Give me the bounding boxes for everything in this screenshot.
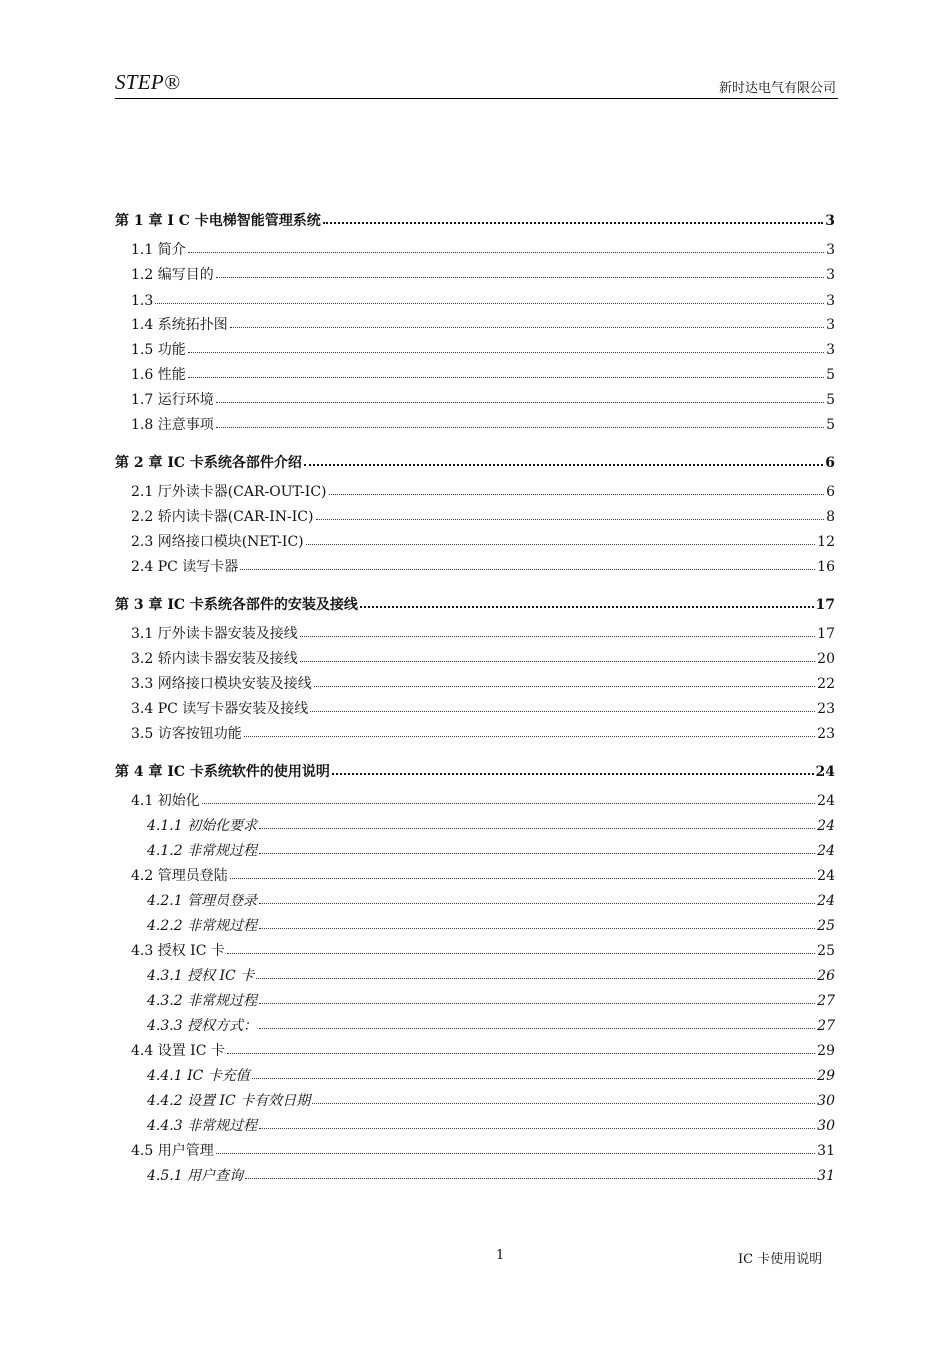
dot-leader [259, 853, 815, 854]
toc-subsection-entry[interactable] [115, 816, 835, 841]
dot-leader [312, 1103, 815, 1104]
toc-subsection-entry[interactable] [115, 891, 835, 916]
toc-section-entry[interactable] [115, 699, 835, 724]
dot-leader [329, 494, 825, 495]
dot-leader [259, 928, 815, 929]
toc-entry-title: 4.2.1 管理员登录 [147, 893, 258, 909]
toc-entry-title: 4.4 设置 IC 卡 [131, 1043, 225, 1059]
toc-section-entry[interactable] [115, 1141, 835, 1166]
toc-section-entry[interactable] [115, 482, 835, 507]
document-title: IC 卡使用说明 [738, 1252, 823, 1267]
toc-entry-title: 1.2 编写目的 [131, 267, 214, 283]
dot-leader [259, 1128, 815, 1129]
dot-leader [216, 402, 824, 403]
toc-entry-title: 2.2 轿内读卡器(CAR-IN-IC) [131, 509, 314, 525]
dot-leader [240, 569, 815, 570]
dot-leader [202, 803, 815, 804]
toc-section-entry[interactable] [115, 390, 835, 415]
toc-entry-title: 2.4 PC 读写卡器 [131, 559, 239, 575]
dot-leader [227, 1053, 815, 1054]
toc-section-entry[interactable] [115, 791, 835, 816]
toc-subsection-entry[interactable] [115, 1166, 835, 1191]
toc-entry-page-number: 3 [826, 242, 835, 258]
dot-leader [155, 303, 824, 304]
toc-section-entry[interactable] [115, 507, 835, 532]
toc-entry-title: 4.4.3 非常规过程 [147, 1118, 258, 1134]
toc-entry-title: 3.1 厅外读卡器安装及接线 [131, 626, 298, 642]
toc-entry-page-number: 30 [817, 1118, 835, 1134]
dot-leader [216, 1153, 815, 1154]
toc-chapter-entry[interactable] [115, 588, 835, 624]
toc-entry-page-number: 24 [815, 764, 835, 780]
toc-chapter-entry[interactable] [115, 755, 835, 791]
toc-section-entry[interactable] [115, 866, 835, 891]
toc-entry-title: 第 2 章 IC 卡系统各部件介绍 [115, 455, 302, 471]
table-of-contents [115, 204, 835, 1191]
toc-entry-page-number: 31 [817, 1168, 835, 1184]
dot-leader [360, 606, 814, 608]
toc-entry-title: 3.3 网络接口模块安装及接线 [131, 676, 312, 692]
toc-subsection-entry[interactable] [115, 1091, 835, 1116]
toc-section-entry[interactable] [115, 532, 835, 557]
company-name: 新时达电气有限公司 [718, 81, 836, 96]
toc-entry-title: 3.2 轿内读卡器安装及接线 [131, 651, 298, 667]
toc-entry-title: 2.1 厅外读卡器(CAR-OUT-IC) [131, 484, 327, 500]
toc-entry-title: 第 1 章 I C 卡电梯智能管理系统 [115, 213, 321, 229]
dot-leader [188, 352, 824, 353]
toc-subsection-entry[interactable] [115, 1066, 835, 1091]
dot-leader [300, 661, 815, 662]
toc-entry-page-number: 17 [817, 626, 835, 642]
dot-leader [314, 686, 815, 687]
toc-section-entry[interactable] [115, 624, 835, 649]
toc-chapter-entry[interactable] [115, 446, 835, 482]
dot-leader [306, 544, 816, 545]
toc-section-entry[interactable] [115, 240, 835, 265]
toc-entry-page-number: 5 [826, 417, 835, 433]
toc-entry-page-number: 3 [826, 317, 835, 333]
toc-entry-page-number: 3 [826, 342, 835, 358]
toc-entry-title: 4.2.2 非常规过程 [147, 918, 258, 934]
toc-entry-title: 1.7 运行环境 [131, 392, 214, 408]
toc-subsection-entry[interactable] [115, 841, 835, 866]
toc-entry-page-number: 8 [826, 509, 835, 525]
dot-leader [230, 327, 824, 328]
toc-entry-title: 4.5 用户管理 [131, 1143, 214, 1159]
toc-entry-page-number: 16 [817, 559, 835, 575]
toc-entry-page-number: 5 [826, 367, 835, 383]
dot-leader [259, 828, 815, 829]
dot-leader [244, 736, 815, 737]
dot-leader [216, 277, 824, 278]
toc-entry-title: 4.3.2 非常规过程 [147, 993, 258, 1009]
toc-entry-page-number: 17 [815, 597, 835, 613]
toc-entry-page-number: 31 [817, 1143, 835, 1159]
dot-leader [216, 427, 824, 428]
toc-entry-title: 4.1.2 非常规过程 [147, 843, 258, 859]
company-logo: STEP® [115, 70, 181, 94]
toc-entry-page-number: 30 [817, 1093, 835, 1109]
dot-leader [245, 1178, 815, 1179]
toc-entry-title: 4.4.1 IC 卡充值 [147, 1068, 250, 1084]
toc-entry-title: 第 3 章 IC 卡系统各部件的安装及接线 [115, 597, 358, 613]
toc-entry-title: 4.3 授权 IC 卡 [131, 943, 225, 959]
header-divider [115, 98, 838, 99]
dot-leader [227, 953, 815, 954]
toc-entry-title: 3.5 访客按钮功能 [131, 726, 242, 742]
toc-subsection-entry[interactable] [115, 916, 835, 941]
toc-entry-title: 1.4 系统拓扑图 [131, 317, 228, 333]
page-number: 1 [496, 1248, 505, 1263]
toc-entry-page-number: 24 [817, 793, 835, 809]
toc-entry-page-number: 23 [817, 726, 835, 742]
toc-entry-title: 4.1 初始化 [131, 793, 200, 809]
toc-section-entry[interactable] [115, 315, 835, 340]
toc-entry-page-number: 27 [817, 993, 835, 1009]
toc-entry-page-number: 25 [817, 918, 835, 934]
toc-section-entry[interactable] [115, 649, 835, 674]
toc-entry-page-number: 3 [826, 267, 835, 283]
toc-entry-title: 1.6 性能 [131, 367, 186, 383]
toc-section-entry[interactable] [115, 557, 835, 582]
toc-entry-page-number: 22 [817, 676, 835, 692]
toc-entry-page-number: 20 [817, 651, 835, 667]
toc-entry-title: 4.5.1 用户查询 [147, 1168, 244, 1184]
toc-subsection-entry[interactable] [115, 1016, 835, 1041]
toc-section-entry[interactable] [115, 415, 835, 440]
toc-subsection-entry[interactable] [115, 991, 835, 1016]
toc-section-entry[interactable] [115, 724, 835, 749]
toc-section-entry[interactable] [115, 674, 835, 699]
page-header [115, 68, 838, 98]
toc-section-entry[interactable] [115, 340, 835, 365]
toc-subsection-entry[interactable] [115, 966, 835, 991]
toc-chapter-entry[interactable] [115, 204, 835, 240]
dot-leader [259, 1028, 815, 1029]
toc-entry-page-number: 23 [817, 701, 835, 717]
toc-entry-title: 4.3.3 授权方式： [147, 1018, 258, 1034]
toc-entry-page-number: 26 [817, 968, 835, 984]
toc-entry-title: 第 4 章 IC 卡系统软件的使用说明 [115, 764, 330, 780]
dot-leader [323, 222, 823, 224]
dot-leader [310, 711, 815, 712]
toc-entry-title: 3.4 PC 读写卡器安装及接线 [131, 701, 309, 717]
toc-entry-title: 4.2 管理员登陆 [131, 868, 228, 884]
toc-section-entry[interactable] [115, 941, 835, 966]
dot-leader [188, 252, 824, 253]
dot-leader [332, 773, 814, 775]
toc-entry-title: 4.4.2 设置 IC 卡有效日期 [147, 1093, 311, 1109]
toc-entry-title: 2.3 网络接口模块(NET-IC) [131, 534, 304, 550]
toc-entry-page-number: 6 [825, 455, 835, 471]
toc-entry-page-number: 24 [817, 868, 835, 884]
dot-leader [300, 636, 815, 637]
toc-entry-page-number: 24 [817, 818, 835, 834]
toc-section-entry[interactable] [115, 365, 835, 390]
dot-leader [304, 464, 823, 466]
toc-entry-title: 1.5 功能 [131, 342, 186, 358]
toc-entry-title: 1.8 注意事项 [131, 417, 214, 433]
toc-entry-title: 4.1.1 初始化要求 [147, 818, 258, 834]
dot-leader [259, 903, 815, 904]
toc-entry-page-number: 3 [826, 293, 835, 309]
toc-entry-title: 1.3 [131, 293, 154, 309]
toc-entry-page-number: 24 [817, 843, 835, 859]
toc-entry-page-number: 3 [825, 213, 835, 229]
toc-entry-page-number: 12 [817, 534, 835, 550]
toc-section-entry[interactable] [115, 290, 835, 315]
dot-leader [259, 1003, 815, 1004]
dot-leader [188, 377, 824, 378]
toc-section-entry[interactable] [115, 265, 835, 290]
toc-subsection-entry[interactable] [115, 1116, 835, 1141]
dot-leader [316, 519, 825, 520]
toc-entry-page-number: 29 [817, 1068, 835, 1084]
dot-leader [256, 978, 815, 979]
toc-entry-page-number: 27 [817, 1018, 835, 1034]
toc-entry-page-number: 5 [826, 392, 835, 408]
dot-leader [230, 878, 815, 879]
toc-entry-page-number: 29 [817, 1043, 835, 1059]
toc-entry-title: 1.1 简介 [131, 242, 186, 258]
toc-entry-title: 4.3.1 授权 IC 卡 [147, 968, 255, 984]
toc-section-entry[interactable] [115, 1041, 835, 1066]
toc-entry-page-number: 24 [817, 893, 835, 909]
dot-leader [252, 1078, 815, 1079]
toc-entry-page-number: 25 [817, 943, 835, 959]
toc-entry-page-number: 6 [826, 484, 835, 500]
